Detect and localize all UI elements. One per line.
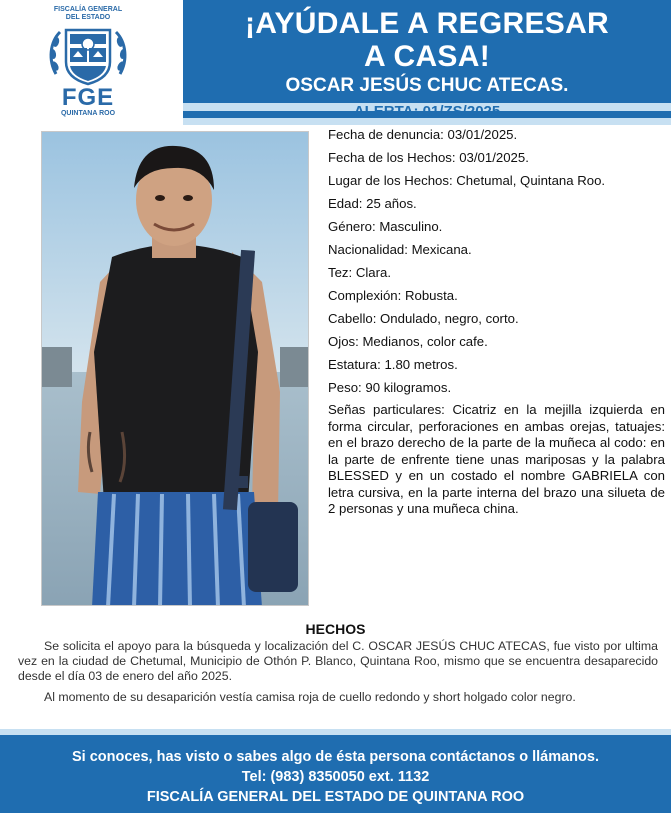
facts-title: HECHOS (305, 621, 366, 637)
footer-strip (0, 729, 671, 735)
header-title (183, 0, 671, 73)
person-photo (41, 131, 309, 606)
detail-hair: Cabello: Ondulado, negro, corto. (328, 311, 519, 326)
detail-location: Lugar de los Hechos: Chetumal, Quintana Roo. (328, 173, 606, 188)
logo-acronym: FGE (61, 84, 115, 111)
detail-nationality: Nacionalidad: Mexicana. (328, 242, 472, 257)
contact-footer (0, 729, 671, 813)
detail-distinguishing-marks: Señas particulares: Cicatriz en la mejilla izquierda en forma circular, perforaciones en ambas orejas, tatuajes: en el brazo derecho de la parte de la muñeca al codo: en la parte de enfrente tiene unas mariposas y la palabra BLESSED y en un costado el nombre GABRIELA con letra cursiva, en la parte interna del brazo una silueta de 2 personas y una muñeca china. (328, 402, 665, 516)
person-details (328, 126, 665, 518)
detail-weight: Peso: 90 kilogramos. (328, 380, 452, 395)
detail-eyes: Ojos: Medianos, color cafe. (328, 334, 488, 349)
footer-call-to-action: Si conoces, has visto o sabes algo de ésta persona contáctanos o llámanos. (71, 749, 599, 765)
facts-paragraph-2: Al momento de su desaparición vestía camisa roja de cuello redondo y short holgado color negro. (44, 690, 576, 704)
alert-code: ALERTA: 01/ZS/2025 (353, 103, 501, 120)
detail-age: Edad: 25 años. (328, 196, 417, 211)
person-photo-illustration (42, 132, 309, 606)
detail-build: Complexión: Robusta. (328, 288, 458, 303)
alert-header (183, 0, 671, 103)
fge-logo (18, 6, 158, 124)
header-title-line1: ¡AYÚDALE A REGRESAR (244, 7, 610, 40)
detail-height: Estatura: 1.80 metros. (328, 357, 458, 372)
header-title-line2: A CASA! (364, 40, 490, 73)
logo-state: QUINTANA ROO (60, 110, 116, 117)
facts-section (18, 639, 658, 711)
detail-gender: Género: Masculino. (328, 219, 443, 234)
detail-event-date: Fecha de los Hechos: 03/01/2025. (328, 150, 529, 165)
logo-top-text: FISCALÍA GENERAL DEL ESTADO (53, 6, 123, 21)
footer-agency: FISCALÍA GENERAL DEL ESTADO DE QUINTANA ROO (146, 789, 525, 805)
facts-paragraph-1: Se solicita el apoyo para la búsqueda y localización del C. OSCAR JESÚS CHUC ATECAS, fue visto por ultima vez en la ciudad de Chetumal, Municipio de Othón P. Blanco, Quintana Roo, mismo que se encuentra desaparecido desde el día 03 de enero del año 2025. (18, 639, 658, 683)
detail-complexion-skin: Tez: Clara. (328, 265, 392, 280)
shield-emblem-icon (46, 24, 130, 88)
footer-phone: Tel: (983) 8350050 ext. 1132 (241, 769, 430, 785)
detail-report-date: Fecha de denuncia: 03/01/2025. (328, 127, 518, 142)
missing-person-name: OSCAR JESÚS CHUC ATECAS. (285, 75, 569, 96)
